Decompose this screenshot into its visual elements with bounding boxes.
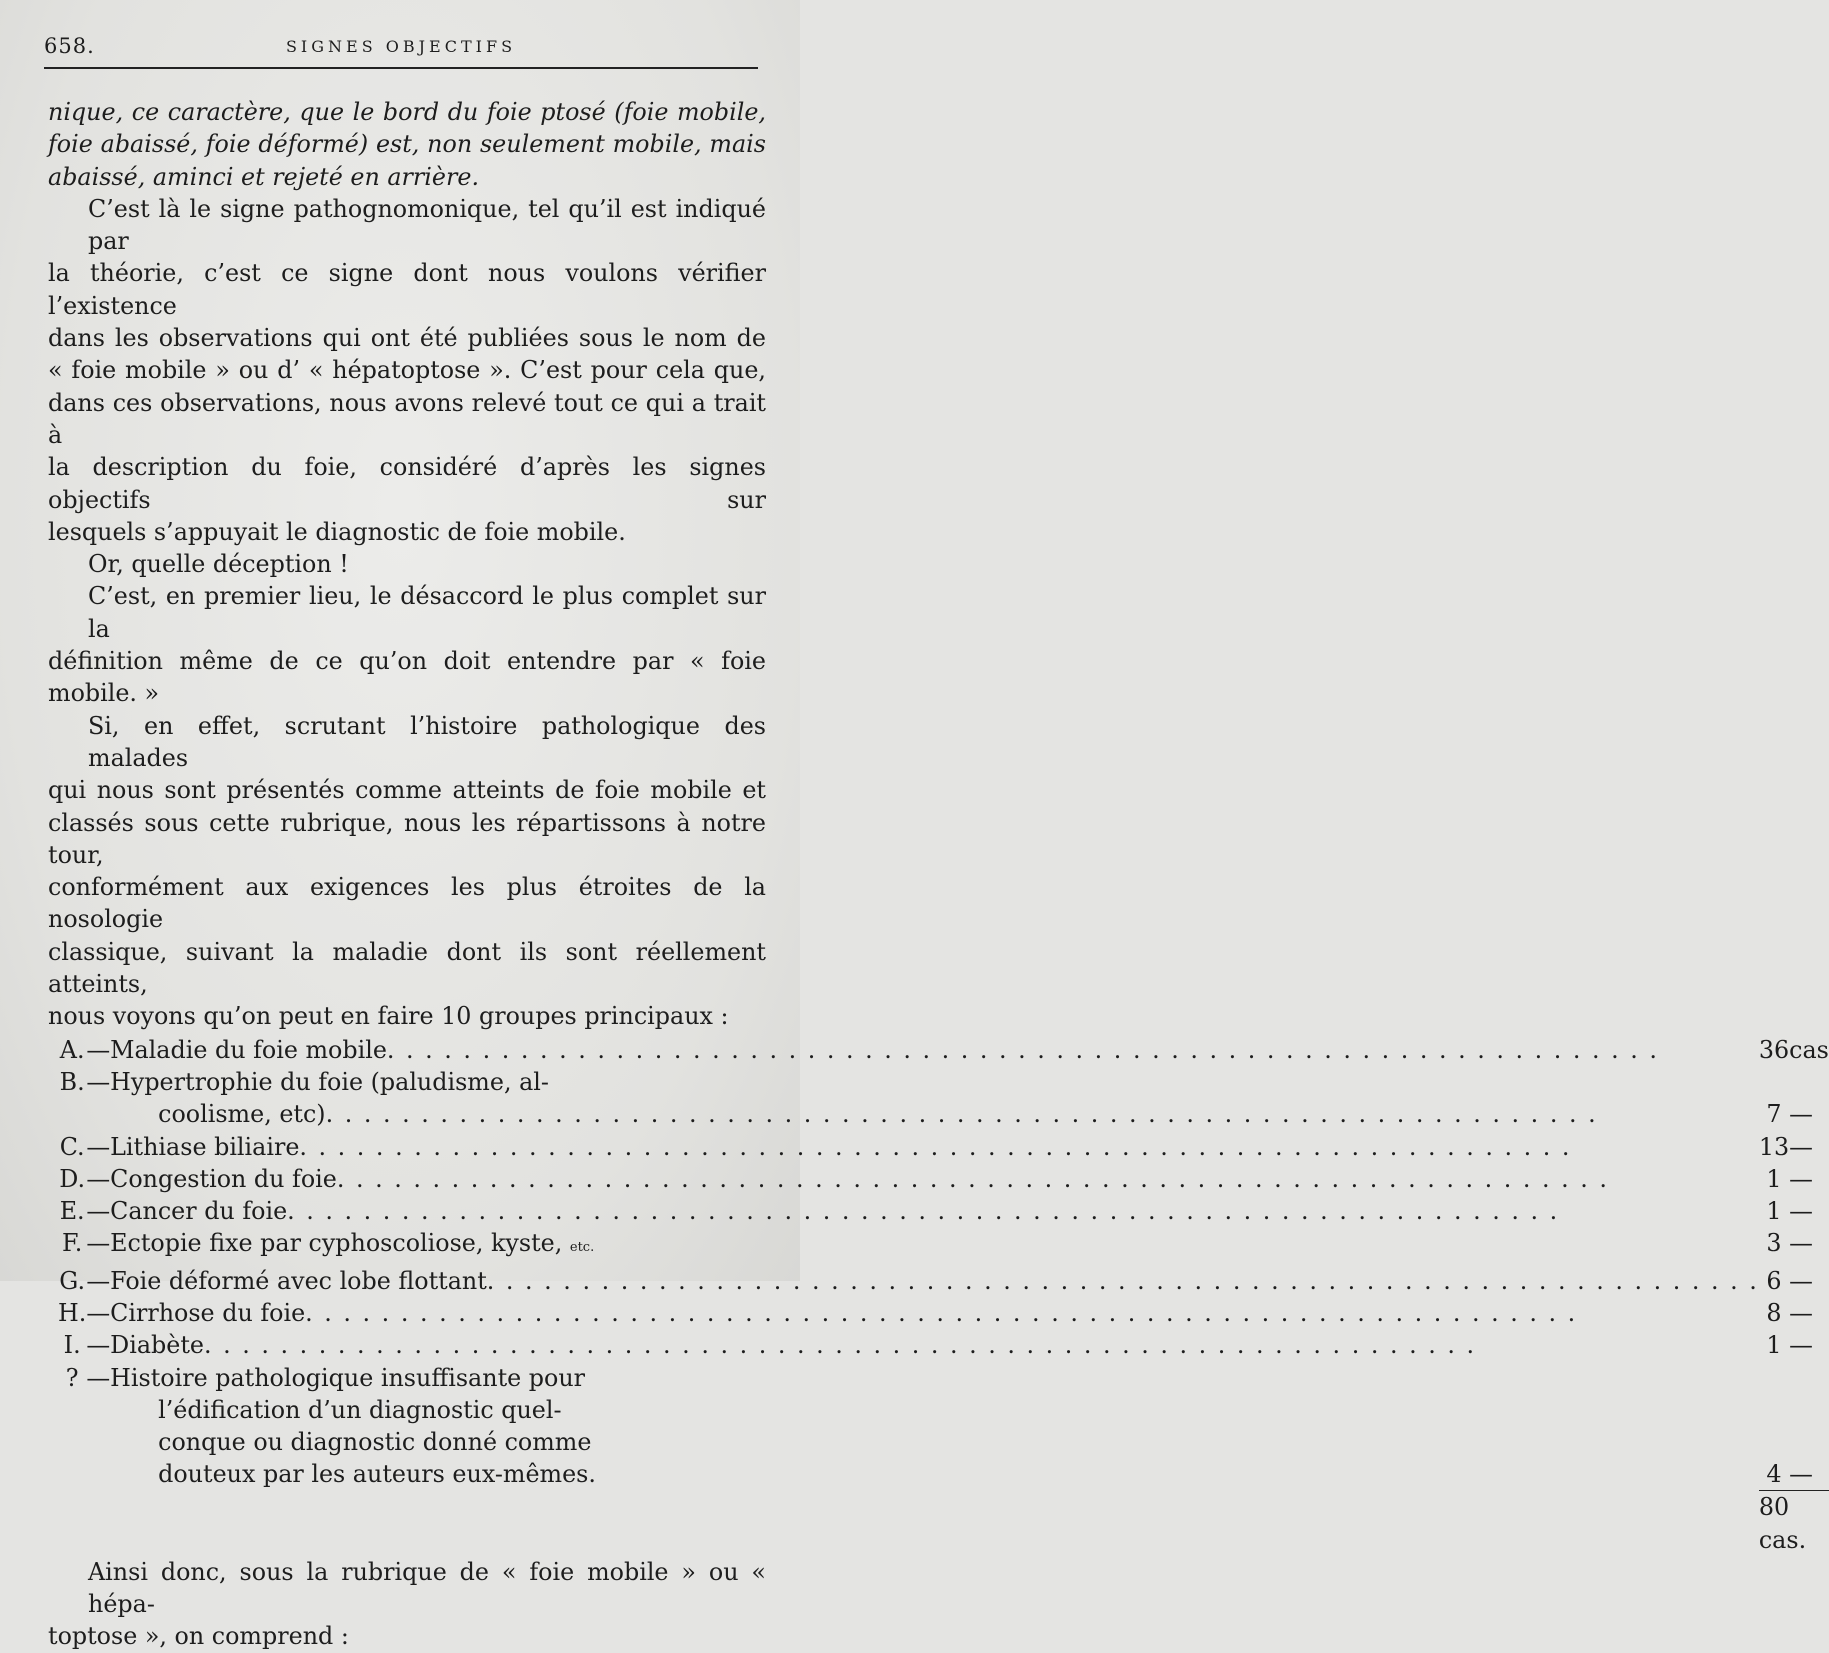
case-row (58, 1297, 1829, 1329)
group-letter: I. (63, 1331, 81, 1360)
paragraph-continuation (48, 96, 766, 193)
case-row (58, 1265, 1829, 1297)
paragraph-conclusion (48, 1556, 766, 1653)
group-label-continued: coolisme, etc) (158, 1100, 326, 1129)
group-unit: cas (1789, 1035, 1829, 1064)
group-dash: — (86, 1132, 111, 1161)
group-count: 7 (1766, 1100, 1782, 1129)
running-title: SIGNES OBJECTIFS (285, 37, 517, 56)
group-letter: E. (59, 1197, 85, 1226)
text-line: définition même de ce qu’on doit entendre par « foie mobile. » (48, 647, 766, 708)
case-row (58, 1195, 1829, 1227)
group-dash: — (86, 1331, 111, 1360)
text-line: abaissé, aminci et rejeté en arrière. (48, 162, 480, 191)
group-letter: F. (61, 1229, 83, 1258)
text-line: la théorie, c’est ce signe dont nous voulons vérifier l’existence (48, 259, 766, 320)
group-count: 6 (1766, 1266, 1782, 1295)
group-dash: — (86, 1363, 111, 1392)
text-line: « foie mobile » ou d’ « hépatoptose ». C’est pour cela que, (48, 356, 766, 385)
text-line: dans ces observations, nous avons relevé tout ce qui a trait à (48, 388, 766, 449)
case-row (58, 1034, 1829, 1066)
dot-leader (326, 1100, 1598, 1128)
group-letter: B. (59, 1067, 85, 1096)
text-line: nique, ce caractère, que le bord du foie ptosé (foie mobile, (48, 98, 766, 126)
group-letter: H. (58, 1298, 87, 1327)
group-label: Foie déformé avec lobe flottant (110, 1266, 487, 1295)
group-letter: G. (59, 1266, 86, 1295)
case-row (58, 1131, 1829, 1163)
group-letter: C. (59, 1132, 85, 1161)
group-label: Cirrhose du foie (110, 1298, 306, 1327)
group-label-continued: l’édification d’un diagnostic quel- (158, 1395, 562, 1424)
group-unit: — (1789, 1459, 1813, 1488)
text-line: Si, en effet, scrutant l’histoire pathologique des malades (88, 711, 766, 772)
dot-leader (204, 1329, 1759, 1361)
dot-leader (299, 1131, 1758, 1163)
text-line: lesquels s’appuyait le diagnostic de foie mobile. (48, 517, 626, 546)
group-unit: — (1789, 1229, 1813, 1258)
paragraph-groups (48, 710, 766, 1033)
total-count: 80 cas. (1759, 1491, 1829, 1556)
text-line: toptose », on comprend : (48, 1622, 349, 1651)
dot-leader (305, 1297, 1759, 1329)
paragraph-deception: Or, quelle déception ! (88, 550, 349, 579)
group-label: Lithiase biliaire (110, 1132, 300, 1161)
paragraph-pathognomonic (48, 193, 766, 548)
total-row (58, 1491, 1829, 1556)
dot-leader (287, 1195, 1759, 1227)
text-line: dans les observations qui ont été publiées sous le nom de (48, 324, 766, 353)
dot-leader (387, 1034, 1759, 1066)
group-dash: — (86, 1197, 111, 1226)
group-label-abbrev: etc. (569, 1240, 595, 1256)
group-dash: — (86, 1298, 111, 1327)
group-dash: — (86, 1229, 111, 1258)
text-line: C’est, en premier lieu, le désaccord le plus complet sur la (88, 582, 766, 643)
group-unit: — (1789, 1331, 1813, 1360)
group-label: Histoire pathologique insuffisante pour (110, 1363, 586, 1392)
group-label-continued: douteux par les auteurs eux-mêmes. (158, 1460, 596, 1489)
dot-leader (337, 1163, 1759, 1195)
group-dash: — (86, 1266, 111, 1295)
body-text (48, 96, 1829, 1653)
group-label: Congestion du foie (110, 1164, 337, 1193)
group-label: Maladie du foie mobile (110, 1035, 387, 1064)
group-letter: A. (59, 1035, 85, 1064)
group-label-continued: conque ou diagnostic donné comme (158, 1428, 592, 1457)
group-unit: — (1789, 1100, 1813, 1129)
text-line: C’est là le signe pathognomonique, tel qu’il est indiqué par (88, 194, 766, 256)
group-dash: — (86, 1067, 111, 1096)
group-dash: — (86, 1035, 111, 1064)
text-line: classés sous cette rubrique, nous les répartissons à notre tour, (48, 808, 766, 869)
case-row (58, 1329, 1829, 1361)
text-line: nous voyons qu’on peut en faire 10 groupes principaux : (48, 1002, 729, 1031)
group-count: 1 (1766, 1331, 1782, 1360)
text-line: classique, suivant la maladie dont ils sont réellement atteints, (48, 937, 766, 999)
text-line: Ainsi donc, sous la rubrique de « foie mobile » ou « hépa- (88, 1557, 766, 1619)
group-unit: — (1789, 1298, 1813, 1327)
page-header (44, 34, 758, 64)
dot-leader (487, 1265, 1759, 1297)
group-count: 1 (1766, 1164, 1782, 1193)
group-letter: ? (65, 1363, 79, 1392)
text-line: la description du foie, considéré d’après les signes objectifs sur (48, 453, 766, 514)
group-unit: — (1789, 1132, 1813, 1161)
group-label: Hypertrophie du foie (paludisme, al- (110, 1067, 549, 1096)
group-count: 4 (1766, 1459, 1782, 1488)
case-row (58, 1227, 1829, 1264)
case-row-unknown (58, 1362, 1829, 1491)
group-unit: — (1789, 1197, 1813, 1226)
case-row (58, 1066, 1829, 1131)
group-count: 8 (1766, 1298, 1782, 1327)
group-label: Ectopie fixe par cyphoscoliose, kyste, (110, 1229, 563, 1258)
group-unit: — (1789, 1164, 1813, 1193)
group-count: 13 (1758, 1132, 1790, 1161)
header-rule (44, 67, 758, 69)
page-number: 658. (44, 34, 95, 58)
group-count: 36 (1758, 1035, 1790, 1064)
group-dash: — (86, 1164, 111, 1193)
text-line: conformément aux exigences les plus étroites de la nosologie (48, 873, 766, 934)
group-label: Diabète (110, 1331, 204, 1360)
text-line: foie abaissé, foie déformé) est, non seulement mobile, mais (48, 130, 766, 159)
text-line: qui nous sont présentés comme atteints de foie mobile et (48, 776, 766, 805)
group-unit: — (1789, 1266, 1813, 1295)
group-count: 3 (1766, 1229, 1782, 1258)
group-letter: D. (59, 1164, 86, 1193)
case-groups-table (58, 1034, 1829, 1556)
group-count: 1 (1766, 1197, 1782, 1226)
case-row (58, 1163, 1829, 1195)
group-label: Cancer du foie (110, 1197, 288, 1226)
paragraph-disagreement (48, 580, 766, 709)
